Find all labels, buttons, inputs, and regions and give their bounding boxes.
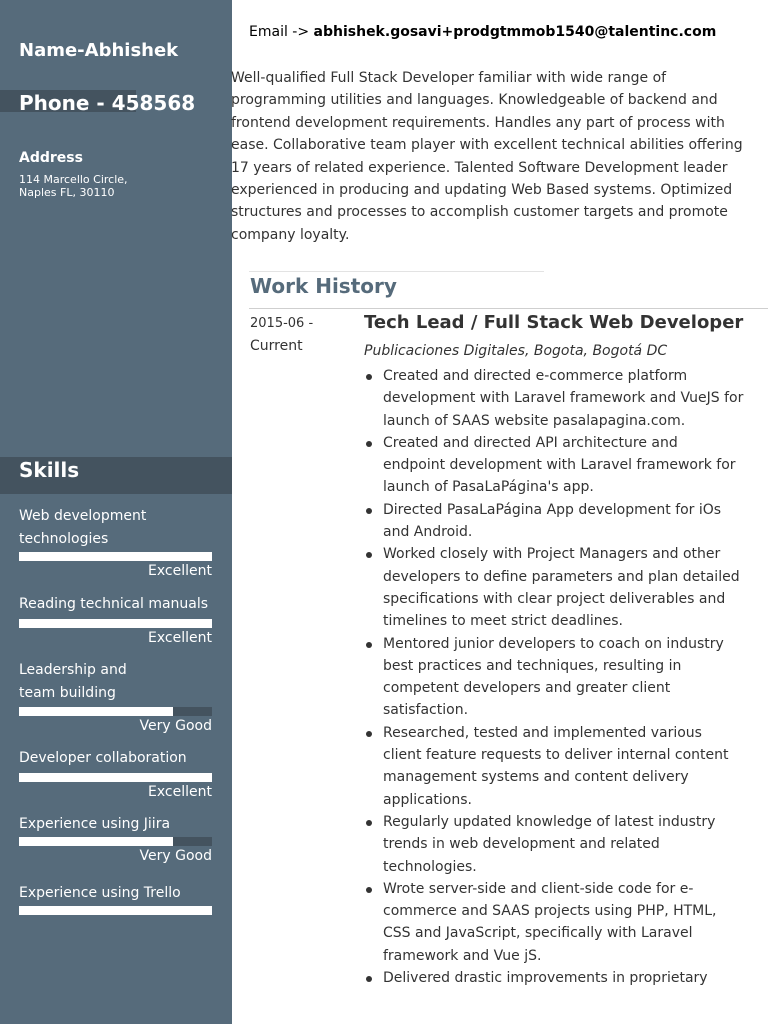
skill-meter	[19, 836, 212, 865]
skill-item	[19, 813, 212, 836]
responsibility-item: Created and directed API architecture and endpoint development with Laravel framework for launch of PasaLaPágina's app.	[364, 432, 744, 499]
responsibility-item: Worked closely with Project Managers and other developers to define parameters and plan detailed specifications with clear project deliverables and timelines to meet strict deadlines.	[364, 543, 744, 632]
skill-rating: Excellent	[148, 784, 212, 800]
skill-item	[19, 505, 169, 551]
skill-item	[19, 747, 212, 770]
skill-rating: Excellent	[148, 563, 212, 579]
skill-name: Experience using Jiira	[19, 816, 171, 832]
skill-meter	[19, 772, 212, 801]
job-title: Tech Lead / Full Stack Web Developer	[364, 312, 744, 333]
skill-rating: Very Good	[139, 848, 212, 864]
skill-name: Web development technologies	[19, 508, 147, 547]
job-company: Publicaciones Digitales, Bogota, Bogotá DC	[364, 343, 668, 359]
responsibility-item: Researched, tested and implemented various client feature requests to deliver internal content management systems and content delivery applications.	[364, 722, 744, 811]
skill-rating: Excellent	[148, 630, 212, 646]
skill-bar	[19, 619, 212, 628]
skill-bar	[19, 707, 212, 716]
skills-heading: Skills	[19, 458, 80, 482]
skill-bar-fill	[19, 773, 212, 782]
skill-bar-fill	[19, 906, 212, 915]
skill-bar	[19, 906, 212, 915]
responsibility-item: Directed PasaLaPágina App development for iOs and Android.	[364, 499, 744, 544]
email-label: Email ->	[249, 24, 314, 40]
candidate-name: Name-Abhishek	[19, 40, 179, 61]
job-end-date: Current	[250, 338, 303, 354]
skill-meter	[19, 706, 212, 735]
skill-bar	[19, 837, 212, 846]
section-divider	[249, 271, 544, 272]
skill-bar-fill	[19, 552, 212, 561]
responsibility-item: Delivered drastic improvements in proprietary	[364, 967, 744, 989]
job-responsibilities	[364, 365, 744, 989]
address-text	[19, 173, 128, 199]
address-line: 114 Marcello Circle,	[19, 173, 128, 186]
responsibility-item: Wrote server-side and client-side code for e-commerce and SAAS projects using PHP, HTML, CSS and JavaScript, specifically with Laravel framework and Vue jS.	[364, 878, 744, 967]
job-start-date: 2015-06 -	[250, 316, 314, 331]
skill-name: Experience using Trello	[19, 885, 181, 901]
work-history-heading: Work History	[250, 274, 397, 298]
skill-item	[19, 593, 212, 616]
professional-summary: Well-qualified Full Stack Developer familiar with wide range of programming utilities and languages. Knowledgeable of backend and frontend development requirements. Handles any part of process with ease. Collaborative team player with excellent technical abilities offering 17 years of related experience. Talented Software Development leader experienced in producing and updating Web Based systems. Optimized structures and processes to accomplish customer targets and promote company loyalty.	[231, 70, 743, 243]
address-line: Naples FL, 30110	[19, 186, 115, 199]
skill-bar	[19, 773, 212, 782]
skill-bar-fill	[19, 619, 212, 628]
address-heading: Address	[19, 150, 83, 166]
email-line	[249, 24, 716, 40]
email-address[interactable]: abhishek.gosavi+prodgtmmob1540@talentinc.com	[313, 24, 717, 40]
skill-name: Leadership and team building	[19, 662, 127, 701]
skill-name: Reading technical manuals	[19, 596, 209, 612]
skill-meter	[19, 551, 212, 580]
skill-item	[19, 659, 139, 705]
responsibility-item: Mentored junior developers to coach on industry best practices and techniques, resulting in competent developers and greater client satisfaction.	[364, 633, 744, 722]
skill-name: Developer collaboration	[19, 750, 187, 766]
skill-meter	[19, 618, 212, 647]
skill-bar	[19, 552, 212, 561]
phone-number: Phone - 458568	[19, 91, 196, 115]
sidebar	[0, 0, 232, 1024]
skill-rating: Very Good	[139, 718, 212, 734]
responsibility-item: Regularly updated knowledge of latest industry trends in web development and related technologies.	[364, 811, 744, 878]
responsibility-item: Created and directed e-commerce platform development with Laravel framework and VueJS for launch of SAAS website pasalapagina.com.	[364, 365, 744, 432]
job-dates	[250, 312, 313, 358]
skill-bar-fill	[19, 837, 173, 846]
skill-bar-fill	[19, 707, 173, 716]
skill-item	[19, 882, 212, 905]
skill-meter	[19, 905, 212, 915]
section-divider	[249, 308, 768, 309]
